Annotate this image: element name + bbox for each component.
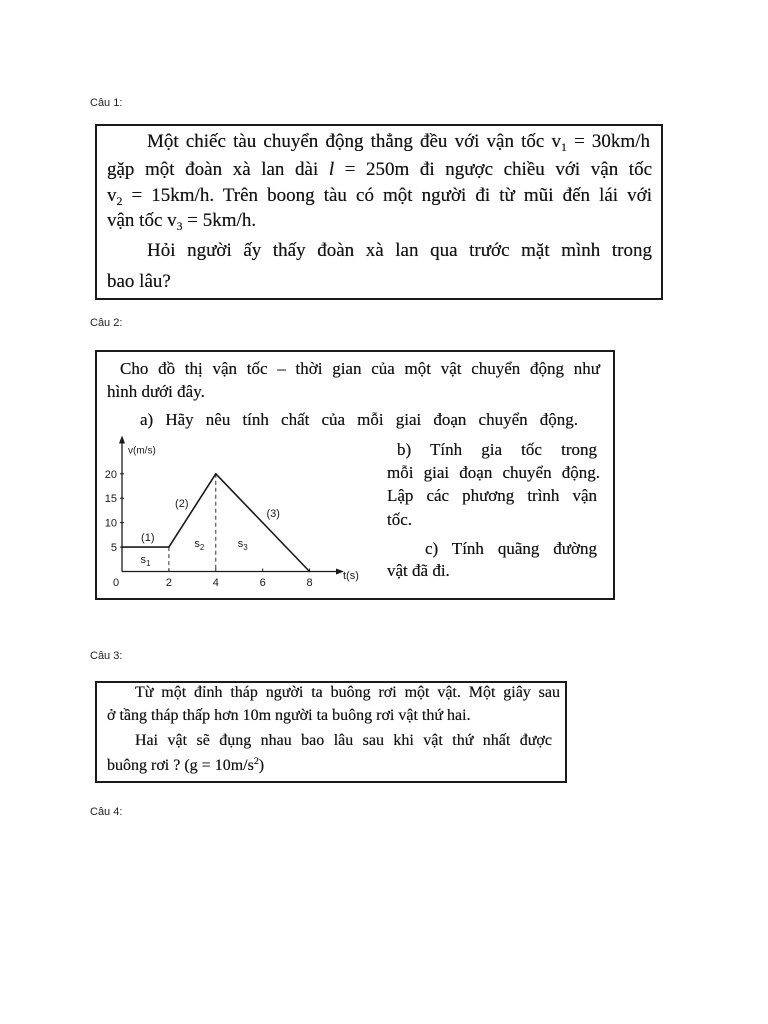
q1-line-5: [147, 240, 652, 262]
q2-part-b-line-1: b) Tính gia tốc trong: [397, 440, 597, 459]
area-label-s3: [238, 538, 249, 552]
question-2-box: [95, 350, 615, 600]
q3-line-2: ở tầng tháp thấp hơn 10m người ta buông rơi vật thứ hai.: [107, 707, 471, 724]
y-tick-label-15: 15: [104, 493, 117, 506]
segment-label-2: (2): [175, 498, 189, 511]
q1-line-1: [147, 131, 650, 153]
question-4-label: Câu 4:: [90, 806, 123, 818]
x-tick-label-8: 8: [306, 577, 313, 589]
q2-part-b-line-2: mỗi giai đoạn chuyển động.: [387, 463, 600, 482]
x-tick-label-4: 4: [212, 577, 219, 589]
velocity-segment-2: [169, 474, 216, 547]
segment-label-3: (3): [266, 507, 280, 520]
q1-line-2-text: gặp một đoàn xà lan dài: [107, 159, 329, 180]
v1-subscript: 1: [561, 141, 567, 155]
area-label-s1: [140, 554, 151, 568]
q3-line-4: [107, 756, 264, 776]
velocity-time-graph: [100, 435, 375, 595]
q1-line-2-text-end: = 250m đi ngược chiều với vận tốc: [334, 159, 653, 180]
q1-line-4: [107, 210, 256, 232]
q3-line-1: Từ một đỉnh tháp người ta buông rơi một vật. Một giây sau: [135, 684, 560, 701]
q1-line-1-text-end: = 30km/h: [566, 131, 650, 152]
question-2-label: Câu 2:: [90, 317, 123, 329]
question-1-box: [95, 124, 663, 300]
y-tick-label-10: 10: [104, 517, 117, 530]
q2-line-2: hình dưới đây.: [107, 382, 205, 401]
q1-line-6: [107, 271, 171, 293]
q2-part-c-line-1: c) Tính quãng đường: [425, 539, 597, 558]
area-label-subscript: 3: [243, 543, 248, 553]
x-axis-label: t(s): [343, 570, 359, 582]
q2-part-a: a) Hãy nêu tính chất của mỗi giai đoạn chuyển động.: [140, 410, 578, 429]
y-tick-label-5: 5: [110, 542, 117, 555]
q3-line-4-text: buông rơi ? (g = 10m/s: [107, 757, 254, 774]
q1-line-3-text-end: = 15km/h. Trên boong tàu có một người đi từ mũi đến lái với: [122, 185, 652, 206]
q1-line-3: [107, 185, 652, 207]
y-axis-label: v(m/s): [128, 445, 156, 457]
q1-line-3-text: v: [107, 185, 117, 206]
question-3-label: Câu 3:: [90, 650, 123, 662]
q1-line-2: [107, 159, 652, 181]
area-label-base: s: [140, 554, 146, 567]
y-tick-label-20: 20: [104, 468, 117, 481]
area-label-subscript: 1: [145, 559, 151, 569]
area-label-subscript: 2: [199, 543, 205, 553]
q2-line-1: Cho đồ thị vận tốc – thời gian của một vật chuyển động như: [120, 359, 600, 378]
q3-line-3: Hai vật sẽ đụng nhau bao lâu sau khi vật thứ nhất được: [135, 732, 552, 749]
x-tick-label-2: 2: [165, 577, 172, 589]
question-1-label: Câu 1:: [90, 97, 123, 109]
q1-line-4-text-end: = 5km/h.: [182, 210, 257, 231]
v3-subscript: 3: [176, 220, 183, 234]
area-label-base: s: [194, 538, 200, 551]
length-symbol: l: [328, 159, 335, 180]
squared-superscript: 2: [253, 756, 259, 768]
area-label-base: s: [237, 538, 244, 551]
v2-subscript: 2: [116, 195, 123, 209]
origin-label: 0: [112, 577, 120, 589]
q1-line-4-text: vận tốc v: [107, 210, 177, 231]
q2-part-c-line-2: vật đã đi.: [387, 561, 450, 580]
x-tick-label-6: 6: [259, 577, 266, 589]
q1-line-5-text: Hỏi người ấy thấy đoàn xà lan qua trước mặt mình trong: [147, 240, 652, 261]
q2-part-b-line-4: tốc.: [387, 510, 413, 529]
q3-line-4-text-end: ): [258, 757, 265, 774]
y-axis-arrow-icon: [119, 436, 125, 444]
q2-part-b-line-3: Lập các phương trình vận: [387, 486, 597, 505]
q1-line-1-text: Một chiếc tàu chuyển động thẳng đều với vận tốc v: [147, 131, 562, 152]
area-label-s2: [194, 538, 205, 552]
velocity-segment-3: [216, 474, 310, 572]
segment-label-1: (1): [141, 532, 155, 545]
q1-line-6-text: bao lâu?: [107, 271, 171, 292]
question-3-box: [95, 681, 567, 783]
